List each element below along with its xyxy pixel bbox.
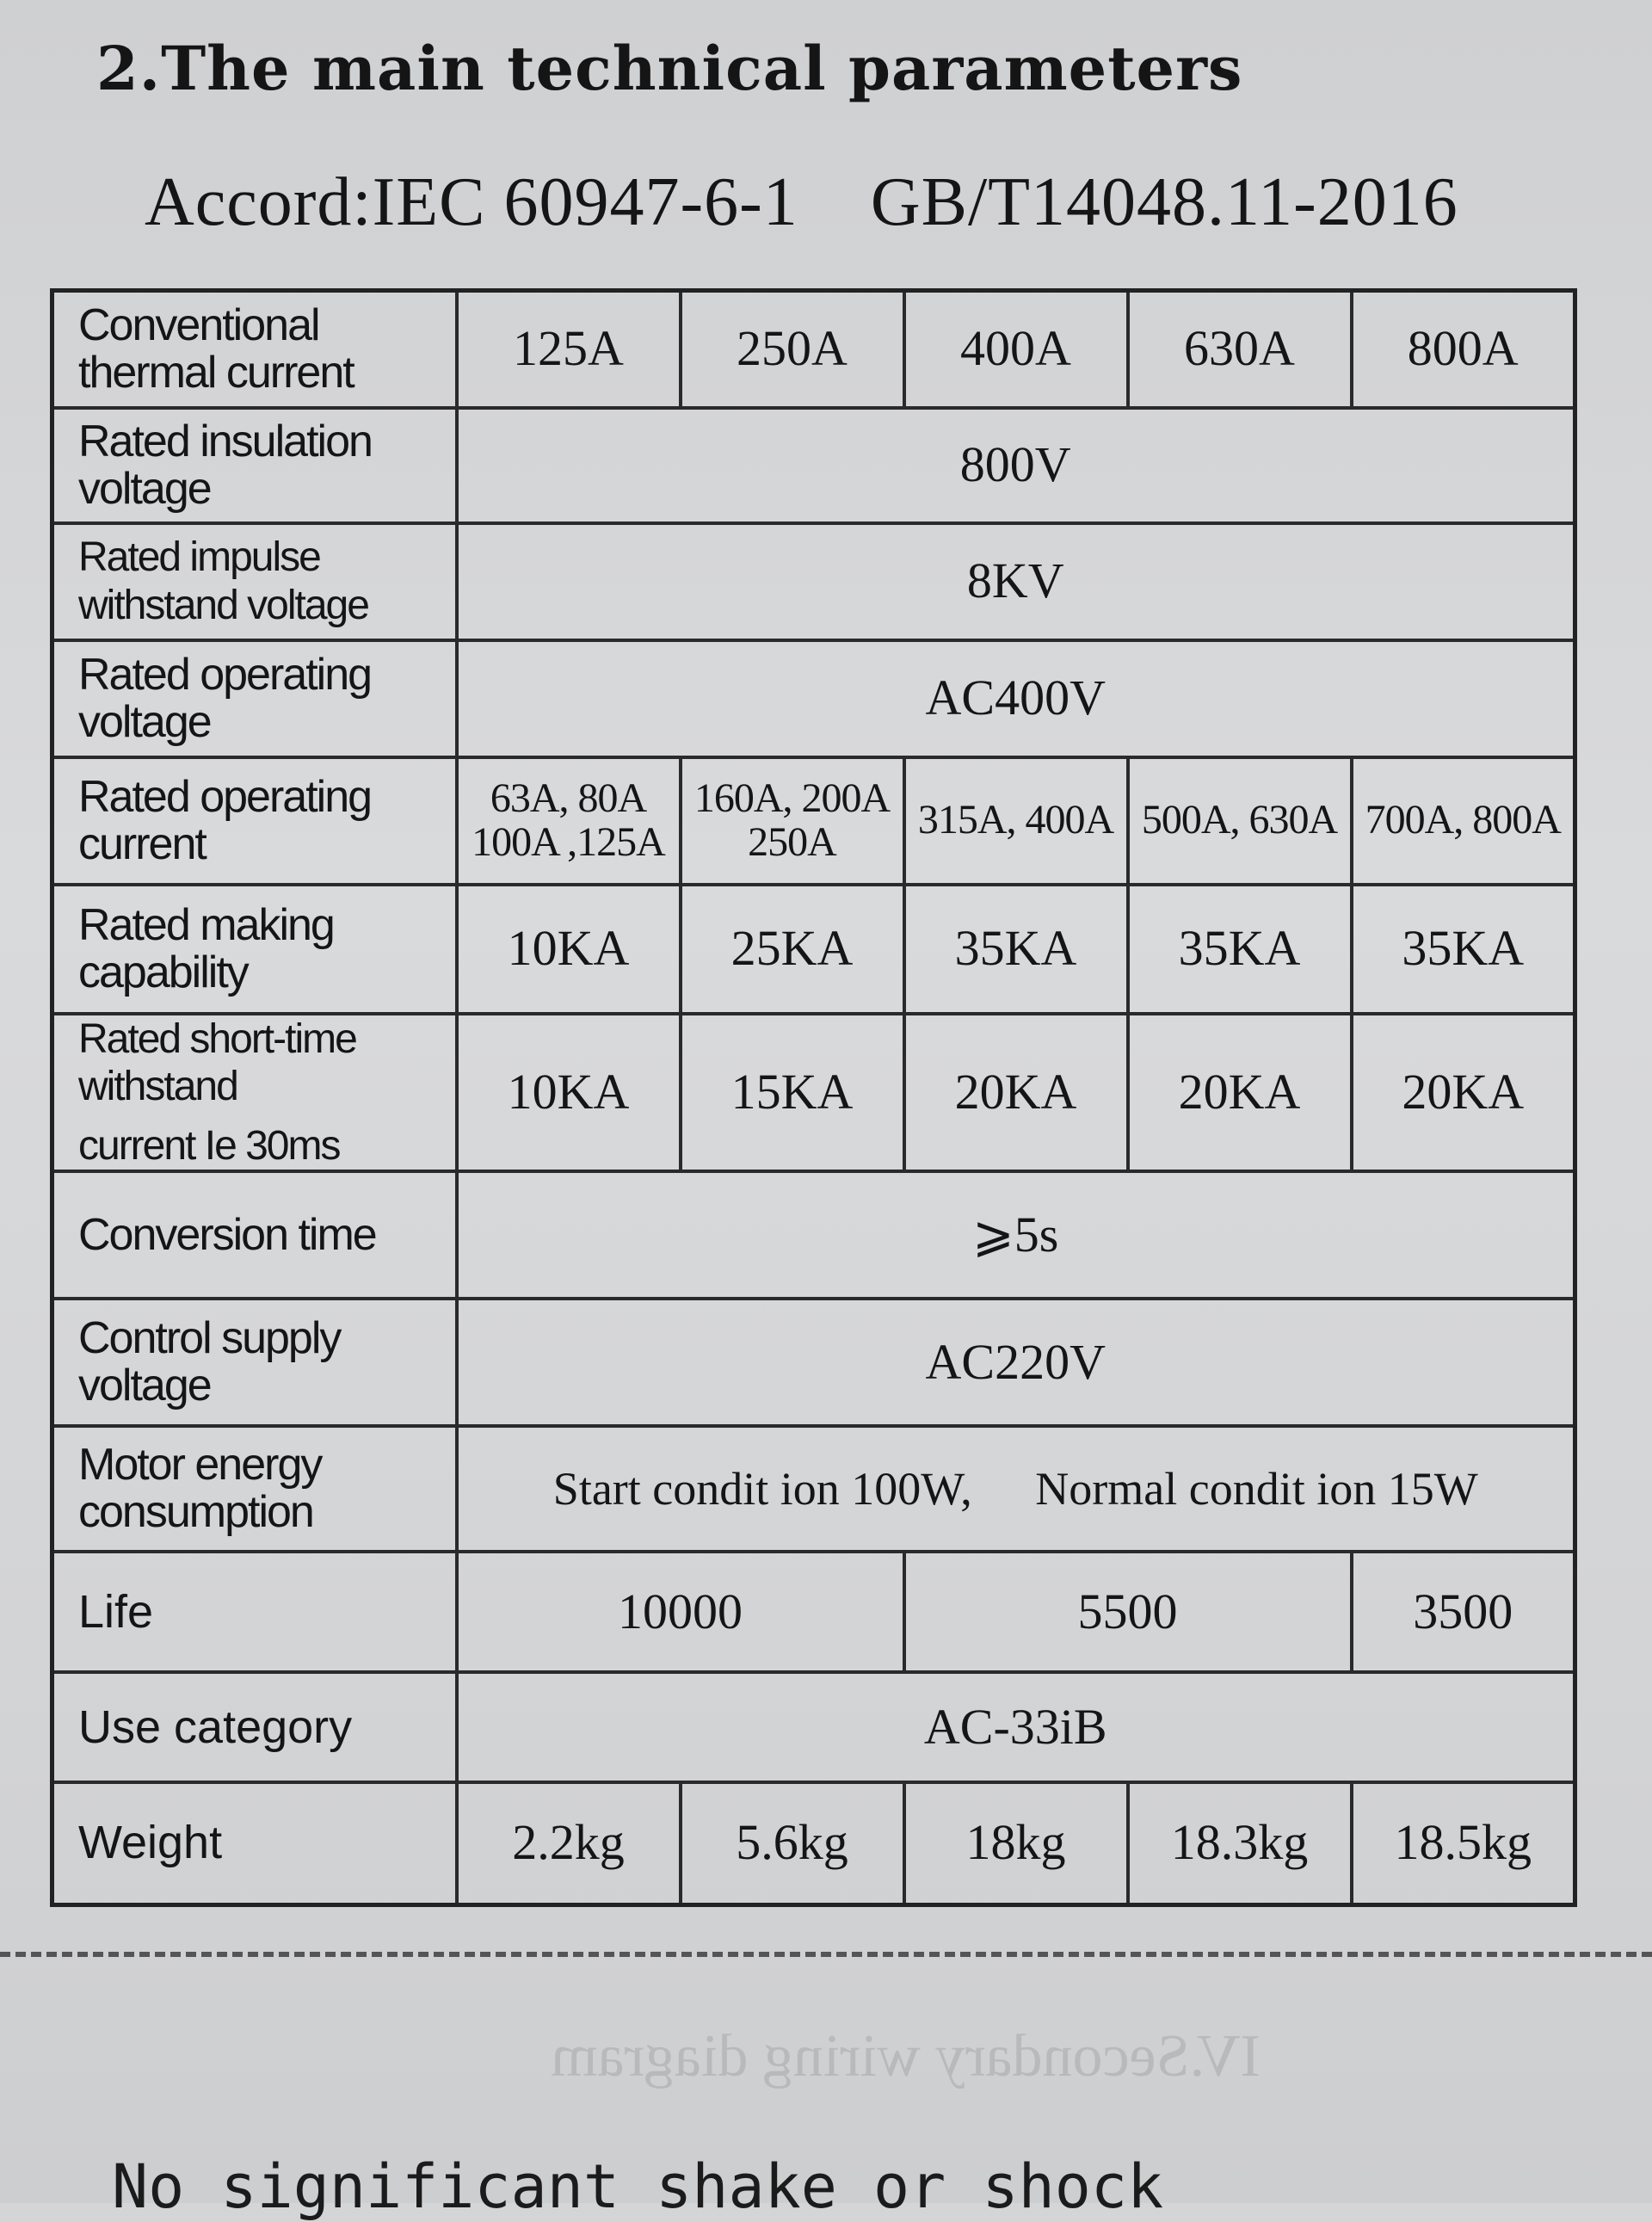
table-cell: 18.3kg [1128,1782,1352,1904]
show-through-text: IV.Secondary wiring diagram [551,2023,1261,2089]
table-cell: AC-33iB [457,1672,1575,1782]
table-cell: ⩾5s [457,1171,1575,1299]
table-cell: 15KA [681,1014,904,1172]
table-row [52,640,1575,757]
table-cell: AC220V [457,1299,1575,1426]
cropped-bottom-text: No significant shake or shock [112,2151,1164,2222]
cell-line: 160A, 200A [693,775,891,822]
table-cell: AC400V [457,640,1575,757]
cell-line: 63A, 80A [490,775,647,822]
table-row [52,1782,1575,1904]
table-cell: 3500 [1352,1552,1575,1672]
table-row [52,291,1575,408]
table-row [52,1426,1575,1552]
table-cell: 35KA [1352,885,1575,1014]
table-row [52,1299,1575,1426]
table-cell: 18kg [904,1782,1128,1904]
table-cell: 10000 [457,1552,904,1672]
row-label-line: current Ie 30ms [78,1122,340,1169]
table-cell: 5.6kg [681,1782,904,1904]
table-row [52,757,1575,885]
table-cell: 2.2kg [457,1782,681,1904]
table-cell: 700A, 800A [1352,757,1575,885]
table-cell: 35KA [904,885,1128,1014]
row-label: Rated insulation voltage [52,408,457,523]
row-label: Rated making capability [52,885,457,1014]
section-heading: 2.The main technical parameters [96,33,1243,104]
table-cell: 500A, 630A [1128,757,1352,885]
table-row [52,885,1575,1014]
table-cell: 400A [904,291,1128,408]
gb-standard: GB/T14048.11-2016 [870,164,1458,240]
table-cell: 20KA [1128,1014,1352,1172]
row-label: Conventional thermal current [52,291,457,408]
row-label [52,523,457,640]
table-cell: 20KA [1352,1014,1575,1172]
table-cell: 8KV [457,523,1575,640]
standards-line [145,164,1458,242]
row-label: Rated operating current [52,757,457,885]
table-row [52,1171,1575,1299]
table-row [52,1014,1575,1172]
table-cell: 315A, 400A [904,757,1128,885]
table-cell: 25KA [681,885,904,1014]
dashed-cut-line [0,1952,1652,1957]
cell-line: 100A ,125A [472,818,665,865]
table-cell: 630A [1128,291,1352,408]
table-cell: 5500 [904,1552,1352,1672]
row-label: Life [52,1552,457,1672]
technical-parameters-table [50,288,1577,1907]
row-label: Rated operating voltage [52,640,457,757]
row-label: Control supply voltage [52,1299,457,1426]
normal-condition: Normal condit ion 15W [1035,1462,1478,1515]
row-label: Conversion time [52,1171,457,1299]
start-condition: Start condit ion 100W, [552,1462,972,1515]
table-cell [681,757,904,885]
table-row [52,1552,1575,1672]
table-cell: 35KA [1128,885,1352,1014]
cell-line: 250A [748,818,836,865]
row-label: Motor energy consumption [52,1426,457,1552]
table-row [52,408,1575,523]
table-row [52,523,1575,640]
row-label: Weight [52,1782,457,1904]
table-cell: 250A [681,291,904,408]
table-cell: 800A [1352,291,1575,408]
table-row [52,1672,1575,1782]
table-cell: 10KA [457,1014,681,1172]
table-cell [457,1426,1575,1552]
accord-standard: Accord:IEC 60947-6-1 [145,164,798,240]
row-label: Use category [52,1672,457,1782]
table-cell: 800V [457,408,1575,523]
table-cell: 18.5kg [1352,1782,1575,1904]
table-cell: 10KA [457,885,681,1014]
row-label-line: Rated impulse [78,534,320,581]
table-cell: 20KA [904,1014,1128,1172]
row-label-line: Rated short-time withstand [78,1015,356,1109]
table-cell [457,757,681,885]
row-label-line: withstand voltage [78,582,368,628]
table-cell: 125A [457,291,681,408]
row-label [52,1014,457,1172]
